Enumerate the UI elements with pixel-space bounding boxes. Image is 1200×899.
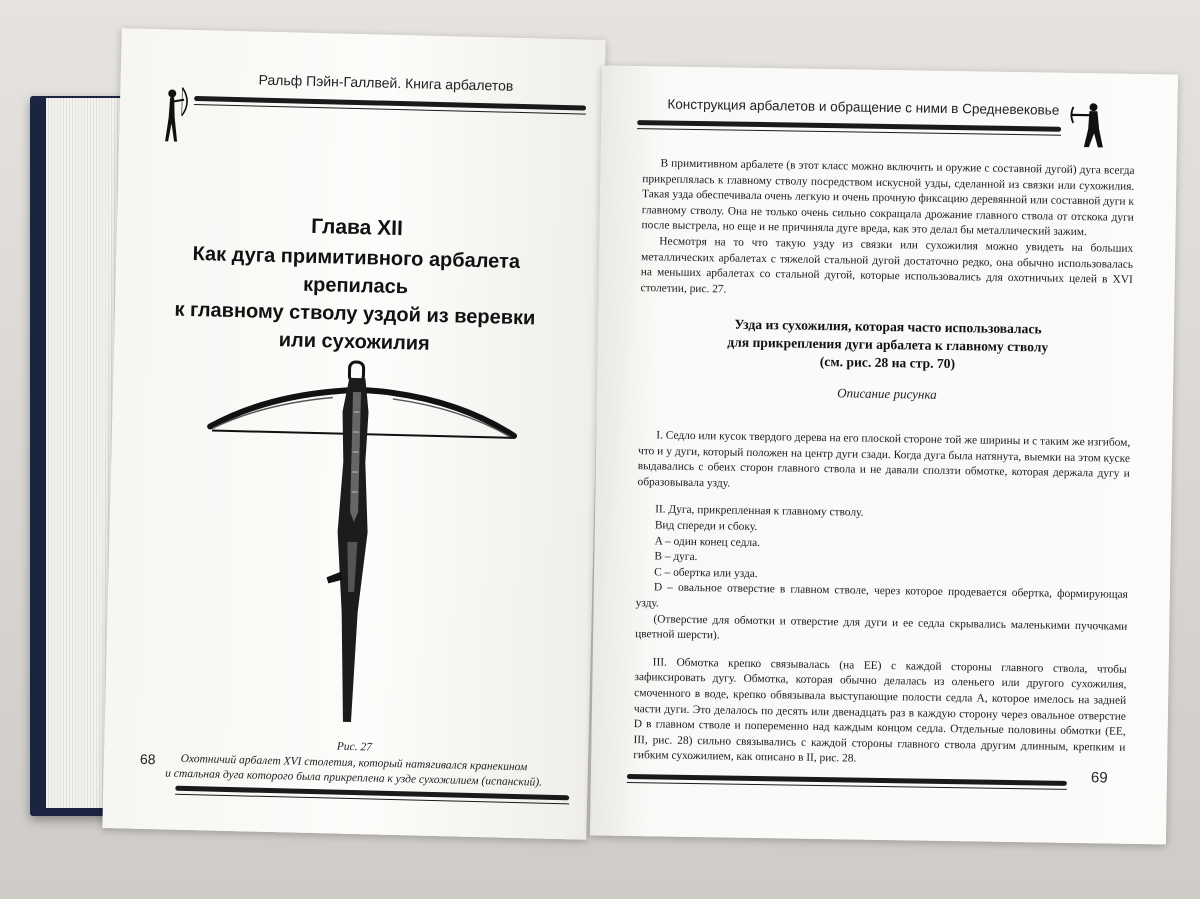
section-title-line-1: Узда из сухожилия, которая часто использовалась	[734, 316, 1042, 337]
chapter-number: Глава XII	[310, 214, 404, 241]
subtitle: Описание рисунка	[837, 385, 937, 402]
chapter-heading	[154, 209, 557, 361]
page-number: 68	[139, 750, 156, 768]
archer-icon	[159, 85, 190, 146]
item-2-line-4: B – дуга.	[654, 550, 698, 564]
figure-caption-line-2: и стальная дуга которого была прикреплена к узде сухожилием (испанский).	[165, 767, 543, 789]
figure-caption-line-1: Охотничий арбалет XVI столетия, который натягивался кранекином	[180, 752, 528, 774]
item-2-d: D – овальное отверстие в главном стволе, через которое продевается обертка, формирующая узду.	[635, 581, 1128, 610]
running-head: Ральф Пэйн-Галлвей. Книга арбалетов	[258, 71, 514, 94]
right-page	[590, 66, 1178, 845]
figure-label: Рис. 27	[336, 740, 373, 754]
item-2-line-3: A – один конец седла.	[654, 534, 761, 549]
item-2-line-1: II. Дуга, прикрепленная к главному стволу.	[655, 503, 864, 520]
crossbow-illustration	[195, 348, 524, 736]
item-2-note: (Отверстие для обмотки и отверстие для дуги и ее седла скрывались маленькими пучочками цветной шерсти).	[635, 612, 1128, 642]
item-3: III. Обмотка крепко связывалась (на ЕЕ) с каждой стороны главного ствола, чтобы зафиксировать дугу. Обмотка, которая обычно делалась из оленьего или другого сухожилия, смоченного в воде, крепко обвязывала выступающие полости седла А, которое имелось на задней части дуги. Это делалось по десять или двенадцать раз в каждую сторону через овальное отверстие D в главном стволе и попеременно над каждым концом седла. Отдельные половины обмотки (ЕЕ, III, рис. 28) сильно связывались с каждой стороны главного ствола другим длинным, крепким и гибким сухожилием, как описано в II, рис. 28.	[633, 656, 1127, 765]
figure-description	[633, 428, 1130, 772]
figure-caption	[143, 735, 564, 791]
crossbowman-icon	[1067, 99, 1112, 150]
chapter-title-line-2: к главному стволу уздой из веревки	[174, 298, 536, 330]
chapter-title-line-1: Как дуга примитивного арбалета крепилась	[192, 243, 521, 299]
item-2-line-5: C – обертка или узда.	[654, 566, 758, 580]
section-title	[637, 314, 1138, 376]
paragraph-1: В примитивном арбалете (в этот класс можно включить и оружие с составной дугой) дуга всегда прикреплялась к главному стволу посредством искусной узды, сделанной из связки или сухожилия. Такая узда обеспечивала очень легкую и очень прочную фиксацию деревянной или составной дуги к главному стволу. Она не только очень сильно сокращала дрожание главного ствола от отскока дуги после выстрела, но еще и не причиняла дуге вреда, как это делал бы металлический зажим.	[641, 157, 1135, 239]
intro-text	[640, 156, 1134, 304]
item-2-line-2: Вид спереди и сбоку.	[654, 519, 758, 533]
section-title-line-2: для прикрепления дуги арбалета к главному стволу	[727, 334, 1049, 355]
section-title-line-3: (см. рис. 28 на стр. 70)	[819, 353, 956, 372]
chapter-title-line-3: или сухожилия	[278, 329, 431, 355]
page-number: 69	[1090, 769, 1108, 787]
item-1: I. Седло или кусок твердого дерева на его плоской стороне той же ширины и с таким же изгибом, что и у дуги, который положен на центр дуги сзади. Когда дуга была натянута, выемки на этом куске выдавались с обеих сторон главного ствола и не давали сползти обмотке, которая держала дугу и образовывала узду.	[637, 429, 1131, 490]
footer-rule	[627, 774, 1067, 786]
left-page	[102, 28, 605, 840]
paragraph-2: Несмотря на то что такую узду из связки или сухожилия можно увидеть на больших металлических арбалетах с тяжелой стальной дугой достаточно редко, она обычно использовалась на меньших арбалетах со стальной дугой, которые использовались для охотничьих целей в XVI столетии, рис. 27.	[640, 235, 1134, 296]
running-head: Конструкция арбалетов и обращение с ними в Средневековье	[667, 96, 1060, 118]
